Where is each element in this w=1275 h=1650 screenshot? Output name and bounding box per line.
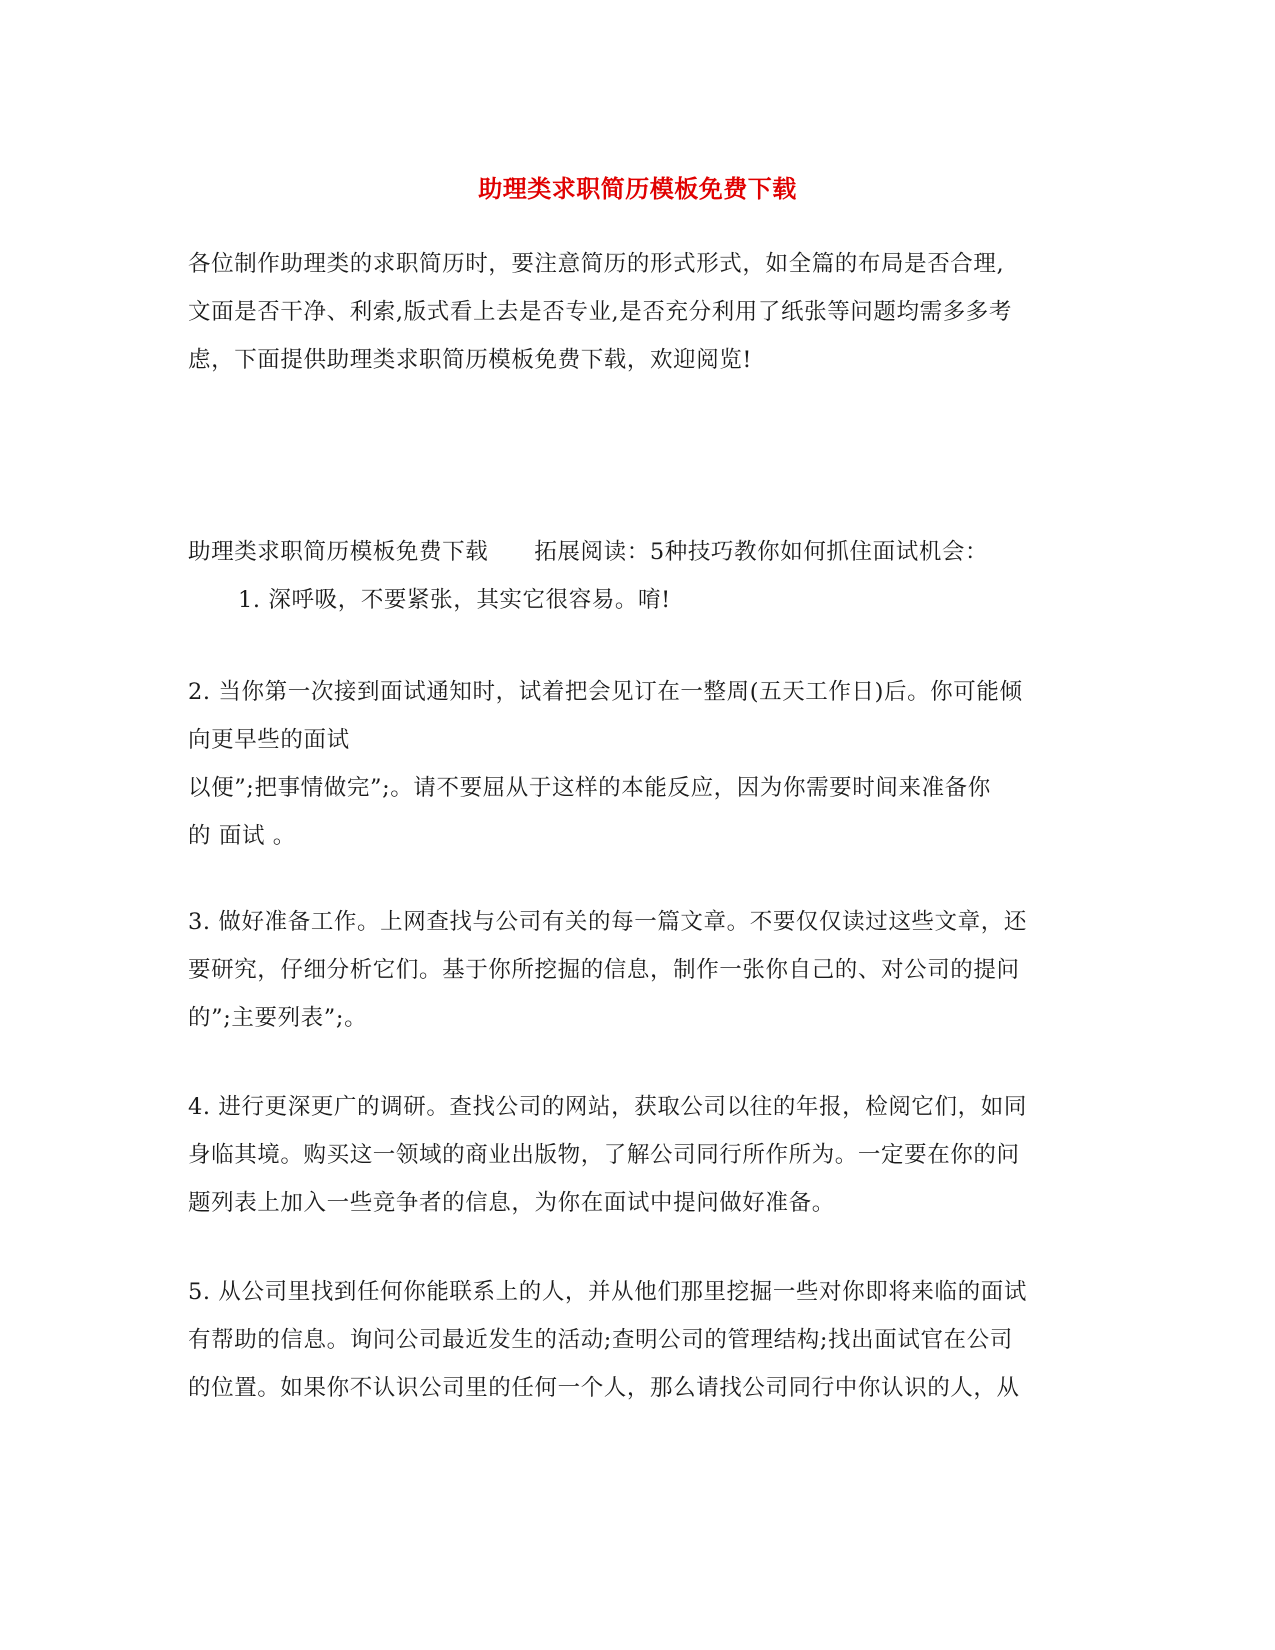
tip-line: 2. 当你第一次接到面试通知时，试着把会见订在一整周(五天工作日)后。你可能倾 [188, 679, 1023, 705]
tip-line: 1. 深呼吸，不要紧张，其实它很容易。唷! [238, 587, 671, 613]
tip-line: 3. 做好准备工作。上网查找与公司有关的每一篇文章。不要仅仅读过这些文章，还 [188, 909, 1027, 935]
intro-line: 虑，下面提供助理类求职简历模板免费下载，欢迎阅览! [188, 347, 753, 373]
intro-line: 文面是否干净、利索,版式看上去是否专业,是否充分利用了纸张等问题均需多多考 [188, 299, 1013, 325]
section-heading [188, 528, 1088, 576]
tip-3 [188, 898, 1088, 1042]
tip-line: 向更早些的面试 [188, 727, 350, 753]
tip-line: 题列表上加入一些竞争者的信息，为你在面试中提问做好准备。 [188, 1190, 835, 1216]
document-title: 助理类求职简历模板免费下载 [478, 174, 797, 203]
tip-line: 的 面试 。 [188, 823, 296, 849]
tip-line: 5. 从公司里找到任何你能联系上的人，并从他们那里挖掘一些对你即将来临的面试 [188, 1279, 1027, 1305]
tip-line: 以便”;把事情做完”;。请不要屈从于这样的本能反应，因为你需要时间来准备你 [188, 775, 991, 801]
tip-line: 身临其境。购买这一领域的商业出版物，了解公司同行所作所为。一定要在你的问 [188, 1142, 1020, 1168]
tip-line: 的”;主要列表”;。 [188, 1005, 368, 1031]
intro-paragraph [188, 240, 1088, 384]
tip-2 [188, 668, 1088, 860]
tip-5 [188, 1268, 1088, 1412]
heading-left: 助理类求职简历模板免费下载 [188, 539, 489, 565]
tip-1 [188, 576, 1088, 624]
intro-line: 各位制作助理类的求职简历时，要注意简历的形式形式，如全篇的布局是否合理, [188, 251, 1005, 277]
tip-line: 的位置。如果你不认识公司里的任何一个人，那么请找公司同行中你认识的人，从 [188, 1375, 1020, 1401]
tip-line: 要研究，仔细分析它们。基于你所挖掘的信息，制作一张你自己的、对公司的提问 [188, 957, 1020, 983]
tip-line: 有帮助的信息。询问公司最近发生的活动;查明公司的管理结构;找出面试官在公司 [188, 1327, 1013, 1353]
tip-4 [188, 1083, 1088, 1227]
tip-line: 4. 进行更深更广的调研。查找公司的网站，获取公司以往的年报，检阅它们，如同 [188, 1094, 1027, 1120]
heading-right: 拓展阅读：5种技巧教你如何抓住面试机会： [534, 539, 989, 565]
